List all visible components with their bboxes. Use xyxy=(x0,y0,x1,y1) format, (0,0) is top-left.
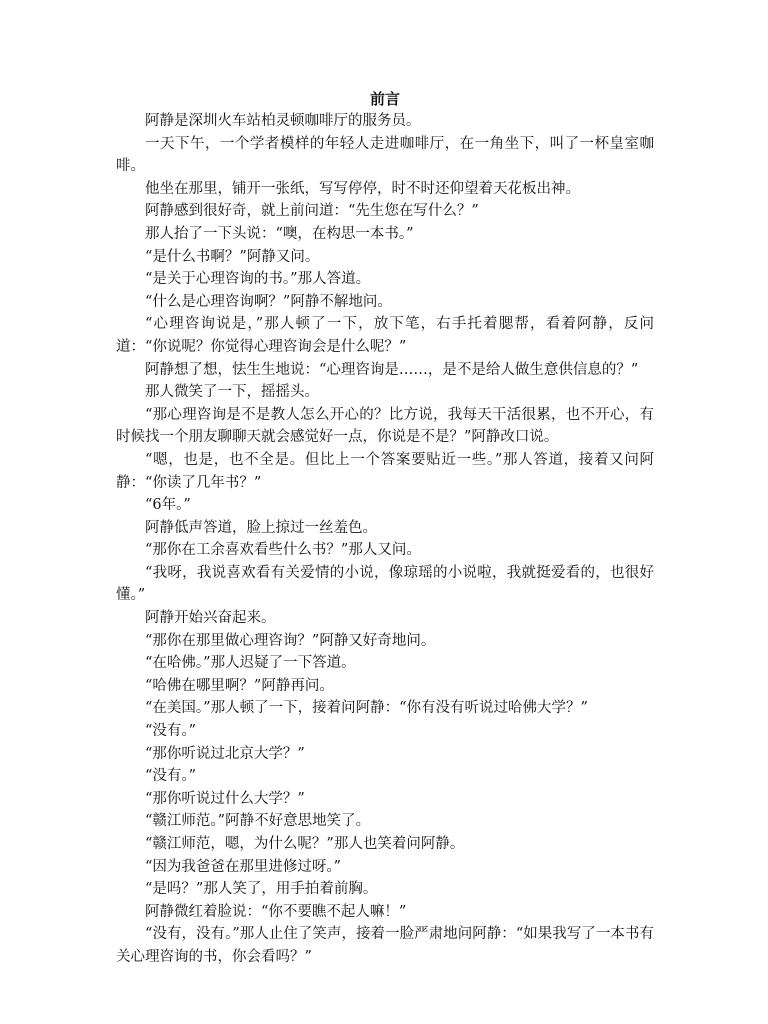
paragraph: 那人抬了一下头说：“噢，在构思一本书。” xyxy=(145,225,414,242)
paragraph: 阿静开始兴奋起来。 xyxy=(145,610,276,627)
paragraph: “哈佛在哪里啊？”阿静再问。 xyxy=(145,677,334,694)
paragraph: “是什么书啊？”阿静又问。 xyxy=(145,248,320,265)
paragraph: 阿静想了想，怯生生地说：“心理咨询是……，是不是给人做生意供信息的？” xyxy=(145,361,639,378)
paragraph: 他坐在那里，铺开一张纸，写写停停，时不时还仰望着天花板出神。 xyxy=(145,180,580,197)
paragraph: 阿静感到很好奇，就上前问道：“先生您在写什么？” xyxy=(145,203,479,220)
paragraph: “是吗？”那人笑了，用手拍着前胸。 xyxy=(145,881,378,898)
paragraph: “什么是心理咨询啊？”阿静不解地问。 xyxy=(145,293,392,310)
paragraph: 阿静低声答道，脸上掠过一丝羞色。 xyxy=(145,519,377,536)
paragraph: “心理咨询说是，”那人顿了一下，放下笔，右手托着腮帮，看着阿静，反问道：“你说呢？你觉得心理咨询会是什么呢？” xyxy=(116,316,654,355)
document-body xyxy=(116,88,654,969)
paragraph: “在美国。”那人顿了一下，接着问阿静：“你有没有听说过哈佛大学？” xyxy=(145,700,588,717)
paragraph: “赣江师范，嗯，为什么呢？”那人也笑着问阿静。 xyxy=(145,836,465,852)
paragraph: “因为我爸爸在那里进修过呀。” xyxy=(145,858,342,875)
paragraph: “那你听说过什么大学？” xyxy=(145,790,305,807)
paragraph: “那你在工余喜欢看些什么书？”那人又问。 xyxy=(145,542,421,559)
paragraph: “没有。” xyxy=(145,723,197,740)
paragraph: “6年。” xyxy=(145,497,191,514)
paragraph: “我呀，我说喜欢看有关爱情的小说，像琼瑶的小说啦，我就挺爱看的，也很好懂。” xyxy=(116,564,654,604)
paragraph: “赣江师范。”阿静不好意思地笑了。 xyxy=(145,813,371,830)
page-title: 前言 xyxy=(369,90,400,108)
paragraph: “那你在那里做心理咨询？”阿静又好奇地问。 xyxy=(145,632,436,649)
paragraph: “那你听说过北京大学？” xyxy=(145,745,305,762)
paragraph: 阿静是深圳火车站柏灵顿咖啡厅的服务员。 xyxy=(145,113,421,129)
paragraph: “没有。” xyxy=(145,768,197,785)
paragraph: “没有，没有。”那人止住了笑声，接着一脸严肃地问阿静：“如果我写了一本书有关心理咨询的书，你会看吗？” xyxy=(116,926,654,965)
paragraph: 阿静微红着脸说：“你不要瞧不起人嘛！” xyxy=(145,903,407,920)
paragraph: “那心理咨询是不是教人怎么开心的？比方说，我每天干活很累，也不开心，有时候找一个朋友聊聊天就会感觉好一点，你说是不是？”阿静改口说。 xyxy=(116,406,654,446)
paragraph: 一天下午，一个学者模样的年轻人走进咖啡厅，在一角坐下，叫了一杯皇室咖啡。 xyxy=(116,135,654,175)
paragraph: “是关于心理咨询的书。”那人答道。 xyxy=(145,271,371,288)
paragraph: “在哈佛。”那人迟疑了一下答道。 xyxy=(145,655,356,672)
paragraph: 那人微笑了一下，摇摇头。 xyxy=(145,384,319,401)
paragraph: “嗯，也是，也不全是。但比上一个答案要贴近一些。”那人答道，接着又问阿静：“你读了几年书？” xyxy=(116,451,654,491)
